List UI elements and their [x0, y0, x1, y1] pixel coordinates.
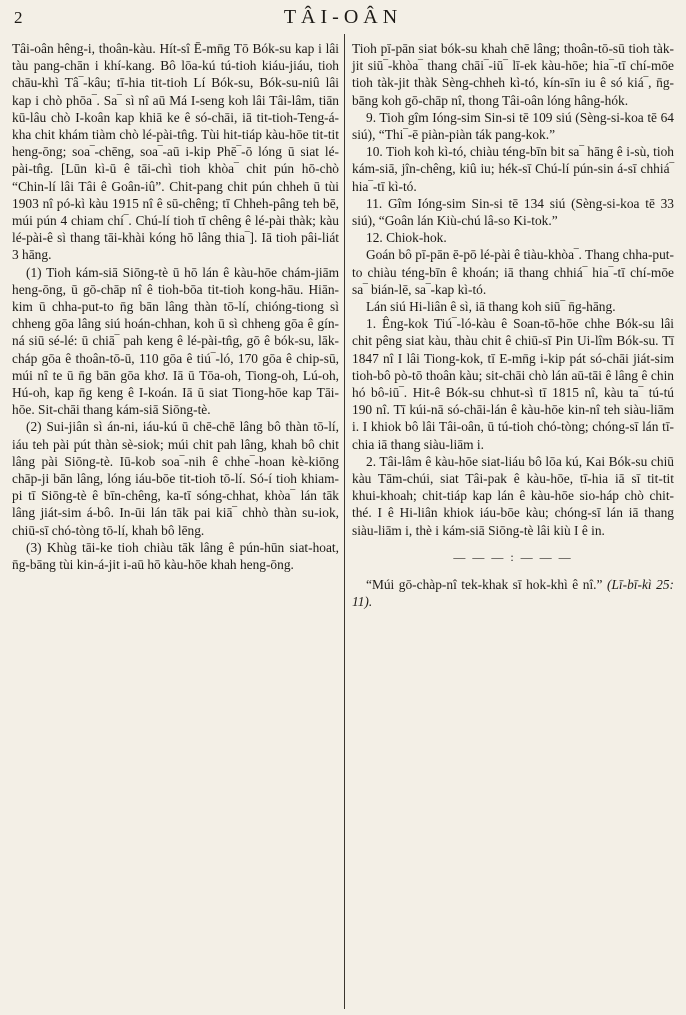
numbered-item-9: 9. Tioh gîm Ióng-sim Sin-si tē 109 siú (Sèng-si-koa tē 64 siú), “Thi‾-ē piàn-piàn ták pang-kok.” — [352, 109, 674, 143]
right-column — [352, 40, 674, 611]
left-column — [12, 40, 339, 573]
numbered-item-1: (1) Tioh kám-siā Siōng-tè ū hō lán ê kàu-hōe chám-jiām heng-ōng, ū gō-chāp nî ê tioh-bōa tit-tioh kong-hāu. Hiān-kim ū chha-put-to n̄g bān lâng thàn tō-lí, chióng-tiong sì chheng gōa lâng siú hoán-chhan, koh ū sì chheng gōa ê gín-ná siū sé-lé: ū chiā‾ pah keng ê lé-pài-tn̂g, gō ê bók-su, lāk-cháp gōa ê thoân-tō-ū, 110 gōa ê tiú‾-ló, 170 gōa ê chip-sū, múi nî te ū n̄g bān gōa khơ. Iā ū Tōa-oh, Tiong-oh, Lú-oh, Hú-oh, kap n̄g keng ê I-koán. Iā ū siat Tiong-hōe kap Tāi-hōe. Sit-chāi thang kám-siā Siōng-tè. — [12, 264, 339, 418]
numbered-item-3: (3) Khùg tāi-ke tioh chiàu tāk lâng ê pún-hūn siat-hoat, n̄g-bāng tùi kin-á-jit i-aū hō kàu-hōe khah heng-ōng. — [12, 539, 339, 573]
numbered-item-12: 12. Chiok-hok. — [366, 230, 447, 246]
separator-mark: : — [510, 549, 516, 564]
column-divider — [344, 34, 345, 1009]
paragraph: Tioh pī-pān siat bók-su khah chē lâng; thoân-tō-sū tioh tàk-jit siū‾-khòa‾ thang chāi‾-iū‾ lī-ek kàu-hōe; hia‾-tī chí-mōe tioh tàk-jit thàk Sèng-chheh kì-tó, kín-sīn iu ê só kiá‾, n̄g-bāng koh gō-chāp nî, thong Tâi-oân lóng hâng-hók. — [352, 41, 674, 108]
quote-citation: (Lī-bī-kì 25: 11). — [352, 577, 674, 610]
numbered-item-11: 11. Gîm Ióng-sim Sin-si tē 134 siú (Sèng-si-koa tē 33 siú), “Goân lán Kiù-chú lâ-so Ki-tok.” — [352, 195, 674, 229]
page-number: 2 — [14, 8, 23, 27]
quote-text: “Múi gō-chàp-nî tek-khak sī hok-khì ê nî.” — [366, 577, 603, 593]
section-separator: — — — : — — — — [453, 549, 573, 564]
numbered-item-1: 1. Êng-kok Tiú‾-ló-kàu ê Soan-tō-hōe chhe Bók-su lâi chit pêng siat kàu, thàu chit ê chiū-sī Pin Ui-lîm Bók-su. Tī 1847 nî I lâi Tiong-kok, tī E-mn̄g i-kip pát só-chāi jiát-sim tioh-bô pò-tō thoân kàu; sit-chāi chò lán aū-tāi ê lâng ê chin hó bô-iū‾. Hit-ê Bók-su chhut-sì tī 1815 nî, kàu ta‾ tú-tú 190 nî. Tī kúi-nā só-chāi-lán ê kàu-hōe kin-nî teh siàu-liām i. I khiok bô lâi Tâi-oân, ū tú-tioh chó-tòng; chóng-sī lán tī-chia iā thang siàu-liām i. — [352, 316, 674, 452]
numbered-item-2: 2. Tâi-lâm ê kàu-hōe siat-liáu bô lōa kú, Kai Bók-su chiū kàu Tām-chúi, siat Tâi-pak ê kàu-hōe, tī-hia iā sī tit-tit khui-khoah; chit-tiáp kap lán ê kàu-hōe sio-háp chò chit-thé. I ê Hi-liân khiok iáu-bōe kàu; chóng-sī lán iā thang siàu-liām i, thè i kám-siā Siōng-tè lâi kiù I ê in. — [352, 453, 674, 538]
paragraph: Goán bô pī-pān ē-pō lé-pài ê tiàu-khòa‾. Thang chha-put-to chiàu téng-bīn ê khoán; iā thang chhiá‾ hia‾-tī chí-mōe sa‾ bián-lē, sa‾-kap kì-tó. — [352, 247, 674, 297]
numbered-item-10: 10. Tioh koh kì-tó, chiàu téng-bīn bit sa‾ hāng ê i-sù, tioh kám-siā, jîn-chêng, kiû iu; hék-sī Chú-lí pún-sin á-sī chhiá‾ hia‾-tī kì-tó. — [352, 144, 674, 194]
running-title: TÂI-OÂN — [283, 6, 403, 28]
numbered-item-2: (2) Sui-jiân sì án-ni, iáu-kú ū chē-chē lâng bô thàn tō-lí, iáu teh pài pút thàn sè-siok; múi chit pah lâng, khah bô chit lâng pài Siōng-tè. Iū-kob soa‾-nih ê chhe‾-hoan kè-kiōng chāp-ji bān lâng, lóng iáu-bōe tit-tioh tō-lí. Só-í tioh khiam-pi tī Siōng-tè ê bīn-chêng, ka-tī sóng-chhat, khòa‾ lán tāk lâng jiát-sim á-bô. In-ūi lán tāk pai kiā‾ chhò thàn su-iok, chiū-sī chó-tòng tō-lí, khah bô lēng. — [12, 419, 339, 538]
page-header — [0, 6, 686, 32]
closing-quote — [352, 576, 674, 610]
paragraph: Tâi-oân hêng-i, thoân-kàu. Hít-sî Ē-mn̄g Tō Bók-su kap i lâi tàu pang-chān i khí-kang. Bô lōa-kú tú-tioh kiáu-jiáu, tioh chāu-khì Tâ‾-kâu; tī-hia tit-tioh Lí Bók-su, Bók-su-niû lâi kap i chò phōa‾. Sa‾ sì nî aū Má I-seng koh lâi Tâi-lâm, tiān kū-lâu chò I-koân kap khiā ke ê só-chāi, iā tit-tioh-Teng-á-kha chit khám tiàm chò lé-pài-tn̂g. Tùi hit-tiáp kàu-hōe tit-tit heng-ōng; soa‾-chēng, soa‾-aū i-kip Phē‾-ō lóng ū siat lé-pài-tn̂g. [Lūn kì-ū ê tāi-chì tioh khòa‾ chit pún hō-chò “Chin-lí lâi Tâi ê Goân-iû”. Chit-pang chit pún chheh ū tùi 1903 nî pó-kì kàu 1915 nî ê sū-chêng; tī Chheh-pâng teh bē, múi pún 4 chiam chí‾. Chú-lí tioh tī chêng ê lé-pài thàk; kàu lé-pài-ê sì thang tāi-khài kóng hō lâng thia‾]. Iā tioh pâi-liát 3 hāng. — [12, 41, 339, 263]
paragraph: Lán siú Hi-liân ê sì, iā thang koh siū‾ n̄g-hāng. — [366, 299, 616, 315]
